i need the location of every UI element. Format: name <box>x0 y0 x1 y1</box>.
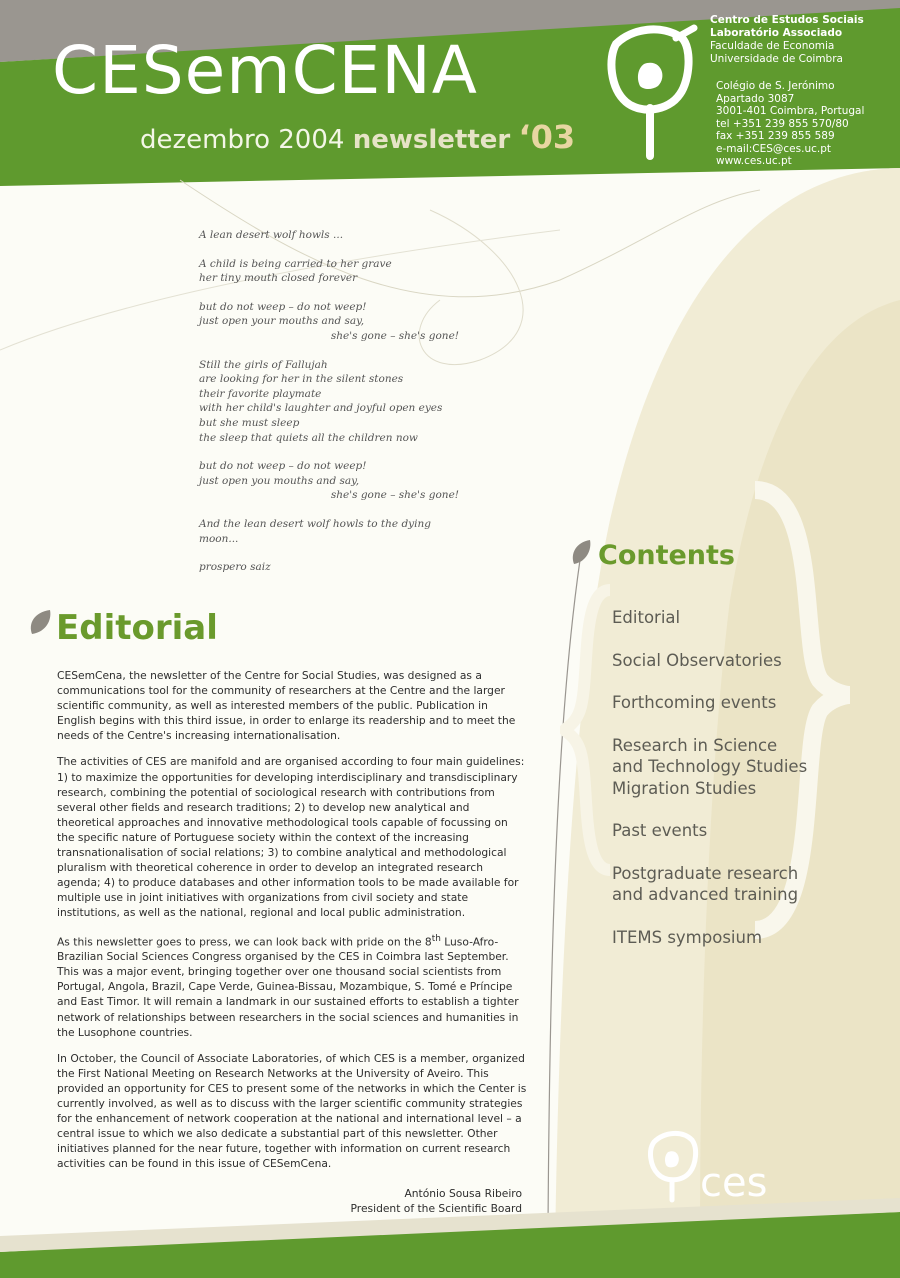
poem-line: she's gone – she's gone! <box>330 489 459 502</box>
poem-line: Still the girls of Fallujah <box>199 358 328 371</box>
masthead-title: CESemCENA <box>52 32 478 109</box>
poem-line: but she must sleep <box>199 416 300 429</box>
leaf-bullet-icon <box>570 538 594 568</box>
poem <box>199 228 459 575</box>
poem-author: prospero saiz <box>199 561 271 574</box>
poem-line: with her child's laughter and joyful open eyes <box>199 402 443 415</box>
contents-heading: Contents <box>598 540 736 571</box>
editorial-text: Luso-Afro-Brazilian Social Sciences Congress organised by the CES in Coimbra last September. This was a major event, bringing together over one thousand social scientists from Portugal, Angola, Brazil, Cape Verde, Guinea-Bissau, Mozambique, S. Tomé e Príncipe and East Timor. It will remain a landmark in our sustained efforts to establish a tighter network of relationships between researchers in the social sciences and humanities in the Lusophone countries. <box>57 935 519 1039</box>
editorial-paragraph: The activities of CES are manifold and are organised according to four main guidelines: 1) to maximize the opportunities for developing interdisciplinary and transdisciplinary research, combining the potential of sociological research with contributions from several other fields and research traditions; 2) to develop new analytical and theoretical approaches and innovative methodological tools capable of focussing on the specific nature of Portuguese society within the context of the increasing transnationalisation of social relations; 3) to combine analytical and methodological pluralism with theoretical coherence in order to develop an integrated research agenda; 4) to produce databases and other information tools to be made available for multiple use in joint initiatives with organizations from civil society and state institutions, as well as the national, regional and local public administration. <box>57 755 525 920</box>
poem-stanza <box>199 459 459 503</box>
address-line: 3001-401 Coimbra, Portugal <box>716 105 865 117</box>
editorial-text: As this newsletter goes to press, we can look back with pride on the 8 <box>57 935 432 949</box>
leaf-bullet-icon <box>28 608 54 638</box>
editorial-paragraph <box>57 932 528 1040</box>
contents-item-research[interactable]: Research in Science and Technology Studies Migration Studies <box>612 735 808 798</box>
ces-footer-logo-icon <box>646 1130 700 1204</box>
editorial-paragraph: In October, the Council of Associate Laboratories, of which CES is a member, organized the First National Meeting on Research Networks at the University of Aveiro. This provided an opportunity for CES to present some of the networks in which the Center is currently involved, as well as to discuss with the larger scientific community strategies for the enhancement of network cooperation at the national and international level – a central issue to which we also dedicate a substantial part of this newsletter. Other initiatives planned for the near future, together with information on current research activities can be found in this issue of CESemCena. <box>57 1051 527 1171</box>
org-block <box>710 14 864 66</box>
editorial-body <box>57 668 528 1182</box>
editorial-paragraph: CESemCena, the newsletter of the Centre for Social Studies, was designed as a communications tool for the community of researchers at the Centre and the larger scientific community, as well as interested members of the public. Publication in English begins with this third issue, in order to enlarge its readership and to meet the needs of the Centre's increasing internationalisation. <box>57 669 516 743</box>
phone-line: tel +351 239 855 570/80 <box>716 117 849 130</box>
website-link[interactable]: www.ces.uc.pt <box>716 155 792 167</box>
contents-item-editorial[interactable]: Editorial <box>612 608 681 627</box>
email-link[interactable]: e-mail:CES@ces.uc.pt <box>716 142 832 155</box>
signature-name: António Sousa Ribeiro <box>404 1187 522 1200</box>
ces-footer-logo-text: ces <box>700 1160 768 1206</box>
poem-stanza <box>199 228 459 243</box>
org-subtitle: Laboratório Associado <box>710 27 843 39</box>
poem-stanza <box>199 300 459 344</box>
poem-line: but do not weep – do not weep! <box>199 460 367 473</box>
org-faculty: Faculdade de Economia <box>710 40 835 52</box>
contents-item-forthcoming-events[interactable]: Forthcoming events <box>612 693 777 712</box>
issue-line <box>140 118 575 156</box>
poem-line: are looking for her in the silent stones <box>199 373 404 386</box>
signature-block <box>340 1187 522 1216</box>
poem-line: A child is being carried to her grave <box>199 257 392 270</box>
poem-line: her tiny mouth closed forever <box>199 272 358 285</box>
poem-line: the sleep that quiets all the children now <box>199 431 418 444</box>
poem-line: she's gone – she's gone! <box>330 329 459 342</box>
ordinal-suffix: th <box>431 933 441 944</box>
ces-logo-icon <box>602 24 702 164</box>
poem-stanza <box>199 358 459 446</box>
contents-list <box>612 607 842 969</box>
signature-role: President of the Scientific Board <box>350 1201 522 1215</box>
poem-line: And the lean desert wolf howls to the dying moon... <box>199 517 431 545</box>
poem-line: their favorite playmate <box>199 387 322 400</box>
poem-line: but do not weep – do not weep! <box>199 300 367 313</box>
address-block <box>716 80 864 168</box>
newsletter-label: newsletter <box>352 125 511 155</box>
contents-item-postgraduate[interactable]: Postgraduate research and advanced training <box>612 863 799 904</box>
contents-item-items-symposium[interactable]: ITEMS symposium <box>612 927 763 947</box>
poem-line: A lean desert wolf howls ... <box>199 229 344 241</box>
issue-date: dezembro 2004 <box>140 125 345 155</box>
fax-line: fax +351 239 855 589 <box>716 130 835 142</box>
org-name: Centro de Estudos Sociais <box>710 14 864 26</box>
address-line: Colégio de S. Jerónimo <box>716 80 835 92</box>
address-line: Apartado 3087 <box>716 92 795 105</box>
poem-stanza <box>199 517 459 546</box>
contents-item-social-observatories[interactable]: Social Observatories <box>612 650 782 670</box>
poem-line: just open you mouths and say, <box>199 474 360 487</box>
contents-item-past-events[interactable]: Past events <box>612 821 708 840</box>
editorial-heading: Editorial <box>56 608 218 648</box>
org-university: Universidade de Coimbra <box>710 53 843 65</box>
issue-number: ‘03 <box>518 118 576 156</box>
poem-stanza <box>199 257 459 286</box>
poem-line: just open your mouths and say, <box>199 315 365 328</box>
